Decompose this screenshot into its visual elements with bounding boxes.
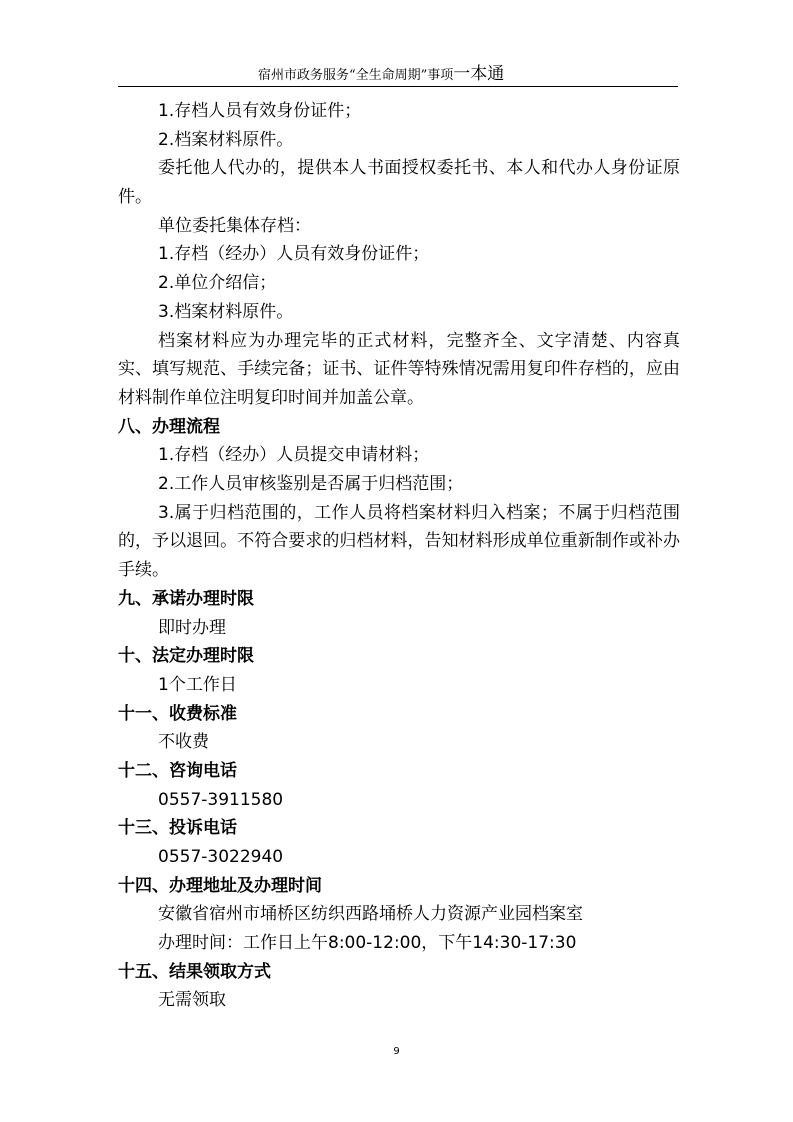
process-step-1: 1.存档（经办）人员提交申请材料； [158,445,430,466]
section-13-heading: 十三、投诉电话 [118,818,237,839]
page-header [258,64,504,86]
section-15-heading: 十五、结果领取方式 [118,961,271,982]
personal-item-2: 2.档案材料原件。 [158,129,294,150]
result-pickup-value: 无需领取 [158,990,226,1011]
process-step-3: 3.属于归档范围的，工作人员将档案材料归入档案；不属于归档范围的，予以退回。不符合要求的归档材料，告知材料形成单位重新制作或补办手续。 [118,502,680,581]
personal-item-1: 1.存档人员有效身份证件； [158,101,362,121]
section-8-heading: 八、办理流程 [118,416,220,437]
office-address: 安徽省宿州市埇桥区纺织西路埇桥人力资源产业园档案室 [158,904,583,925]
section-14-heading: 十四、办理地址及办理时间 [118,875,322,896]
section-11-heading: 十一、收费标准 [118,703,237,724]
consult-phone: 0557-3911580 [158,789,284,810]
header-rule [118,86,678,87]
office-hours: 办理时间：工作日上午8:00-12:00，下午14:30-17:30 [158,933,577,954]
legal-time-value: 1个工作日 [158,674,237,695]
page-number: 9 [393,1046,400,1057]
section-12-heading: 十二、咨询电话 [118,760,237,781]
header-title: 宿州市政务服务“全生命周期”事项 [258,68,454,83]
unit-heading: 单位委托集体存档： [158,215,311,236]
process-step-2: 2.工作人员审核鉴别是否属于归档范围； [158,474,464,495]
section-10-heading: 十、法定办理时限 [118,646,254,667]
section-9-heading: 九、承诺办理时限 [118,588,254,609]
unit-item-1: 1.存档（经办）人员有效身份证件； [158,244,430,265]
unit-item-3: 3.档案材料原件。 [158,301,294,322]
document-body [118,97,680,1015]
entrust-note: 委托他人代办的，提供本人书面授权委托书、本人和代办人身份证原件。 [118,158,680,208]
promised-time-value: 即时办理 [158,617,226,638]
unit-item-2: 2.单位介绍信； [158,273,277,294]
header-title-tail: 一本通 [453,64,505,84]
fee-value: 不收费 [158,732,209,753]
material-note: 档案材料应为办理完毕的正式材料，完整齐全、文字清楚、内容真实、填写规范、手续完备；证书、证件等特殊情况需用复印件存档的，应由材料制作单位注明复印时间并加盖公章。 [118,330,680,408]
complaint-phone: 0557-3022940 [158,847,284,867]
